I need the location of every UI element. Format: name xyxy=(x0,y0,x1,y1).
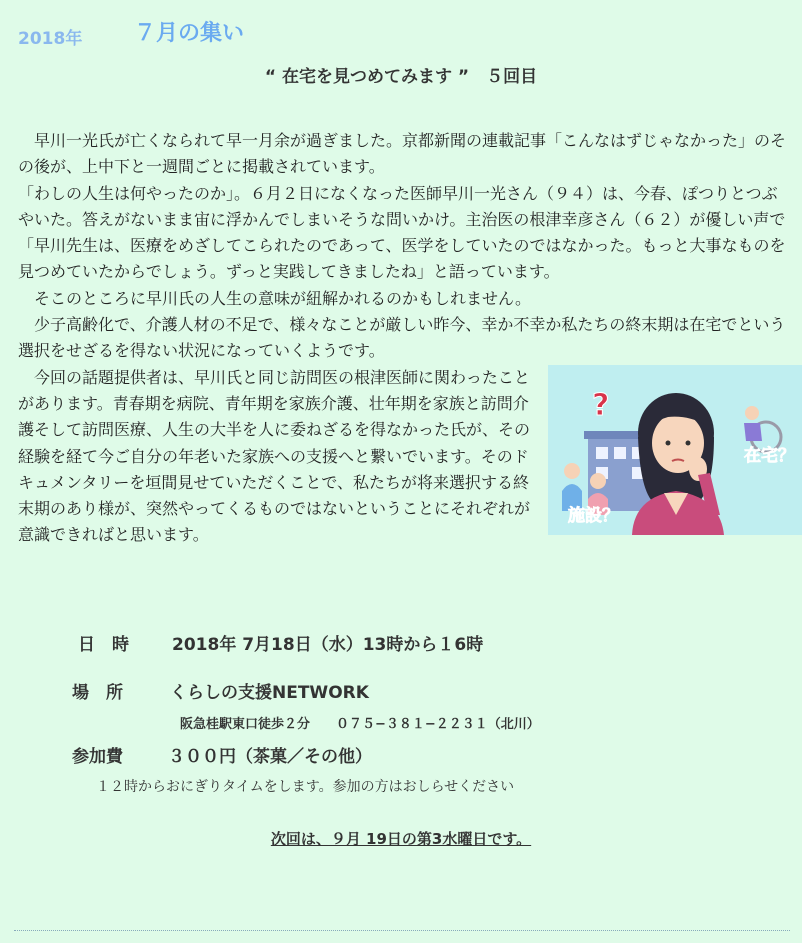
page-subtitle: “ 在宅を見つめてみます ” ５回目 xyxy=(264,67,538,87)
place-label: 場 所 xyxy=(72,683,123,703)
woman-thinking-illustration xyxy=(548,365,802,535)
paragraph-5: 今回の話題提供者は、早川氏と同じ訪問医の根津医師に関わったことがあります。青春期を病院、青年期を家族介護、壮年期を家族と訪問介護そして訪問医療、人生の大半を人に委ねざるを得なかった氏が、その経験を経て今ご自分の年老いた家族への支援へと繋いでいます。そのドキュメンタリーを垣間見せていただくことで、私たちが将来選択する終末期のあり様が、突然やってくるものではないということにそれぞれが意識できればと思います。 xyxy=(18,367,531,545)
svg-text:在宅？: 在宅？ xyxy=(744,445,795,466)
fee-label: 参加費 xyxy=(72,747,123,767)
paragraph-1: 早川一光氏が亡くなられて早一月余が過ぎました。京都新聞の連載記事「こんなはずじゃなかった」のその後が、上中下と一週間ごとに掲載されています。 xyxy=(18,131,787,177)
footer-divider xyxy=(14,930,790,931)
paragraph-4 xyxy=(18,312,790,365)
paragraph-3: そこのところに早川氏の人生の意味が紐解かれるのかもしれません。 xyxy=(34,288,531,308)
date-label: 日 時 xyxy=(78,635,129,655)
place-value: くらしの支援NETWORK xyxy=(170,683,369,703)
svg-text:施設？: 施設？ xyxy=(568,505,619,526)
access-info: 阪急桂駅東口徒歩２分 ０７５−３８１−２２３１（北川） xyxy=(180,717,540,732)
next-meeting: 次回は、９月 19日の第3水曜日です。 xyxy=(270,830,532,848)
article-body xyxy=(18,128,795,549)
svg-text:?: ? xyxy=(592,387,610,423)
lunch-note: １２時からおにぎりタイムをします。参加の方はおしらせください xyxy=(96,779,515,795)
year-label: 2018年 xyxy=(18,29,83,49)
date-value: 2018年 7月18日（水）13時から１6時 xyxy=(172,635,484,655)
fee-value: ３００円（茶菓／その他） xyxy=(168,747,372,767)
paragraph-2: 「わしの人生は何やったのか」。６月２日になくなった医師早川一光さん（９４）は、今春、ぽつりとつぶやいた。答えがないまま宙に浮かんでしまいそうな問いかけ。主治医の根津幸彦さん（６２）が優しい声で「早川先生は、医療をめざしてこられたのであって、医学をしていたのではなかった。もっと大事なものを見つめていたからでしょう。ずっと実践してきましたね」と語っています。 xyxy=(18,183,786,282)
page-title: ７月の集い xyxy=(134,21,245,46)
paragraph-4-text: 少子高齢化で、介護人材の不足で、様々なことが厳しい昨今、幸か不幸か私たちの終末期は在宅でという選択をせざるを得ない状況になっていくようです。 xyxy=(18,315,786,361)
illustration-home-or-facility xyxy=(548,365,802,535)
